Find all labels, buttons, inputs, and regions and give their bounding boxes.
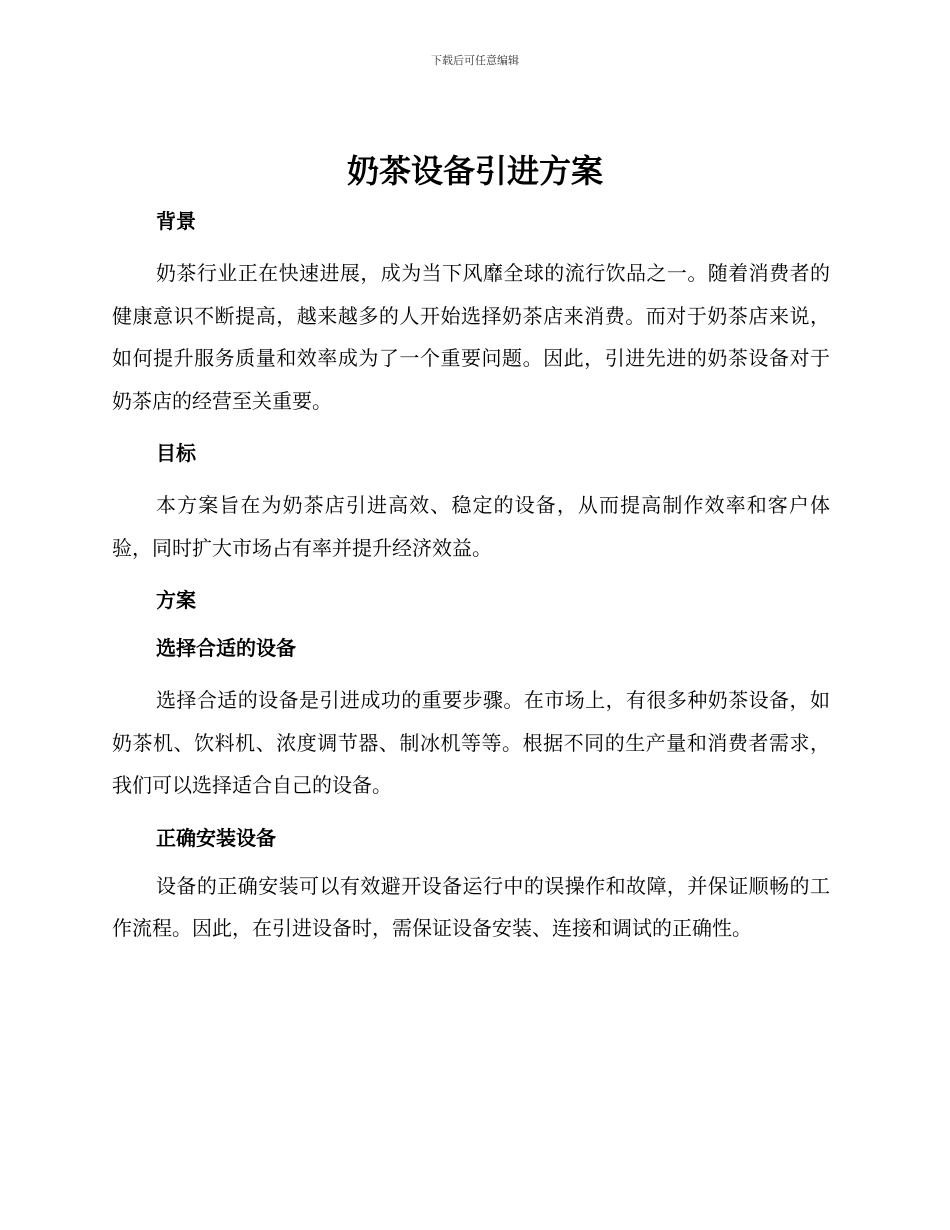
section-heading-plan: 方案 — [156, 588, 196, 612]
section-text-goal: 本方案旨在为奶茶店引进高效、稳定的设备，从而提高制作效率和客户体验，同时扩大市场占有率并提升经济效益。 — [112, 493, 830, 560]
document-title: 奶茶设备引进方案 — [346, 152, 603, 190]
document-body — [112, 200, 830, 950]
section-heading-background: 背景 — [156, 209, 196, 233]
page-header-note: 下载后可任意编辑 — [431, 54, 519, 67]
section-text-choose-equipment: 选择合适的设备是引进成功的重要步骤。在市场上，有很多种奶茶设备，如奶茶机、饮料机、浓度调节器、制冰机等等。根据不同的生产量和消费者需求，我们可以选择适合自己的设备。 — [112, 688, 830, 797]
section-heading-choose-equipment: 选择合适的设备 — [156, 636, 296, 660]
section-text-background: 奶茶行业正在快速进展，成为当下风靡全球的流行饮品之一。随着消费者的健康意识不断提高，越来越多的人开始选择奶茶店来消费。而对于奶茶店来说，如何提升服务质量和效率成为了一个重要问题。因此，引进先进的奶茶设备对于奶茶店的经营至关重要。 — [112, 261, 830, 413]
section-heading-install-equipment: 正确安装设备 — [156, 825, 276, 850]
section-text-install-equipment: 设备的正确安装可以有效避开设备运行中的误操作和故障，并保证顺畅的工作流程。因此，在引进设备时，需保证设备安装、连接和调试的正确性。 — [112, 873, 830, 940]
section-heading-goal: 目标 — [156, 441, 196, 465]
